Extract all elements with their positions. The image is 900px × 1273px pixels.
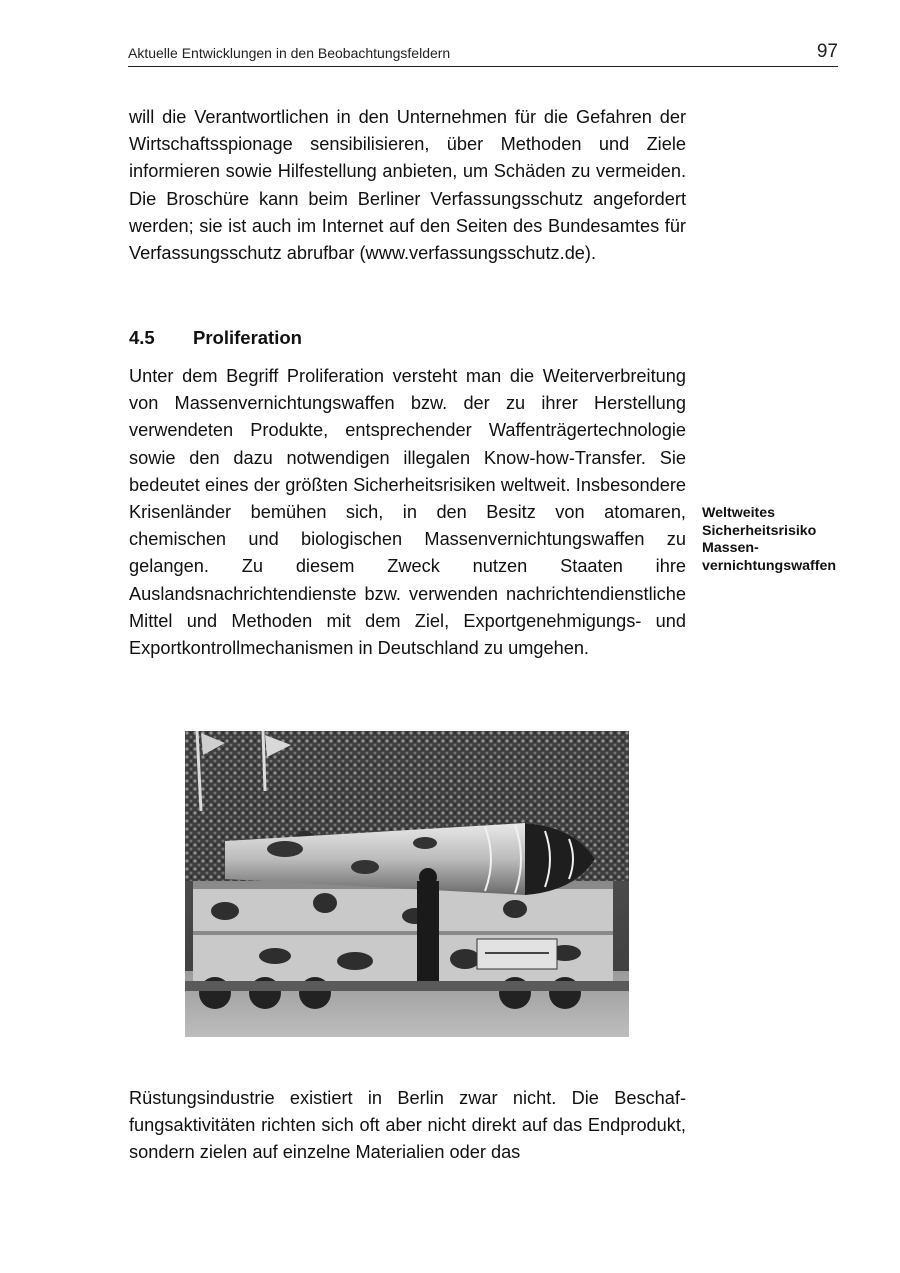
page-header bbox=[128, 38, 838, 67]
photo-illustration bbox=[185, 731, 629, 1037]
proliferation-paragraph: Unter dem Begriff Proliferation versteht man die Weiterverbreitung von Massenvernichtungswaffen bzw. der zu ihrer Herstellung verwendeten Produkte, entsprechender Waffenträgertechnologie sowie den dazu notwendigen illegalen Know-how-Transfer. Sie bedeutet eines der größten Sicherheitsrisiken weltweit. Insbesondere Krisenländer bemühen sich, in den Besitz von atomaren, chemischen und biologischen Massenvernichtungswaffen zu gelangen. Zu diesem Zweck nutzen Staaten ihre Auslandsnachrichtendienste bzw. verwenden nachrichtendienstliche Mittel und Methoden mit dem Ziel, Exportgenehmigungs- und Exportkontrollmechanismen in Deutschland zu umgehen. bbox=[129, 366, 686, 659]
margin-note-line: Sicherheitsrisiko bbox=[702, 522, 817, 539]
margin-note-line: vernichtungswaffen bbox=[702, 557, 837, 574]
page-number: 97 bbox=[816, 41, 838, 62]
intro-paragraph: will die Verantwortlichen in den Unternehmen für die Gefahren der Wirtschaftsspionage sensibilisieren, über Methoden und Ziele informieren sowie Hilfestellung anbieten, um Schäden zu vermeiden. Die Broschüre kann beim Berliner Verfassungsschutz angefordert werden; sie ist auch im Internet auf den Seiten des Bundesamtes für Verfassungsschutz abrufbar (www.verfassungsschutz.de). bbox=[129, 107, 686, 264]
margin-note bbox=[702, 505, 877, 575]
section-heading bbox=[129, 327, 302, 349]
running-header-title: Aktuelle Entwicklungen in den Beobachtungsfeldern bbox=[128, 45, 451, 61]
closing-paragraph: Rüstungsindustrie existiert in Berlin zwar nicht. Die Beschaffungsaktivitäten richten sich oft aber nicht direkt auf das Endprodukt, sondern zielen auf einzelne Materialien oder das bbox=[129, 1088, 686, 1163]
missile-parade-photo bbox=[185, 731, 629, 1037]
section-title: Proliferation bbox=[193, 327, 302, 348]
margin-note-line: Massen- bbox=[702, 540, 759, 556]
section-number: 4.5 bbox=[129, 327, 155, 348]
margin-note-line: Weltweites bbox=[702, 505, 776, 521]
